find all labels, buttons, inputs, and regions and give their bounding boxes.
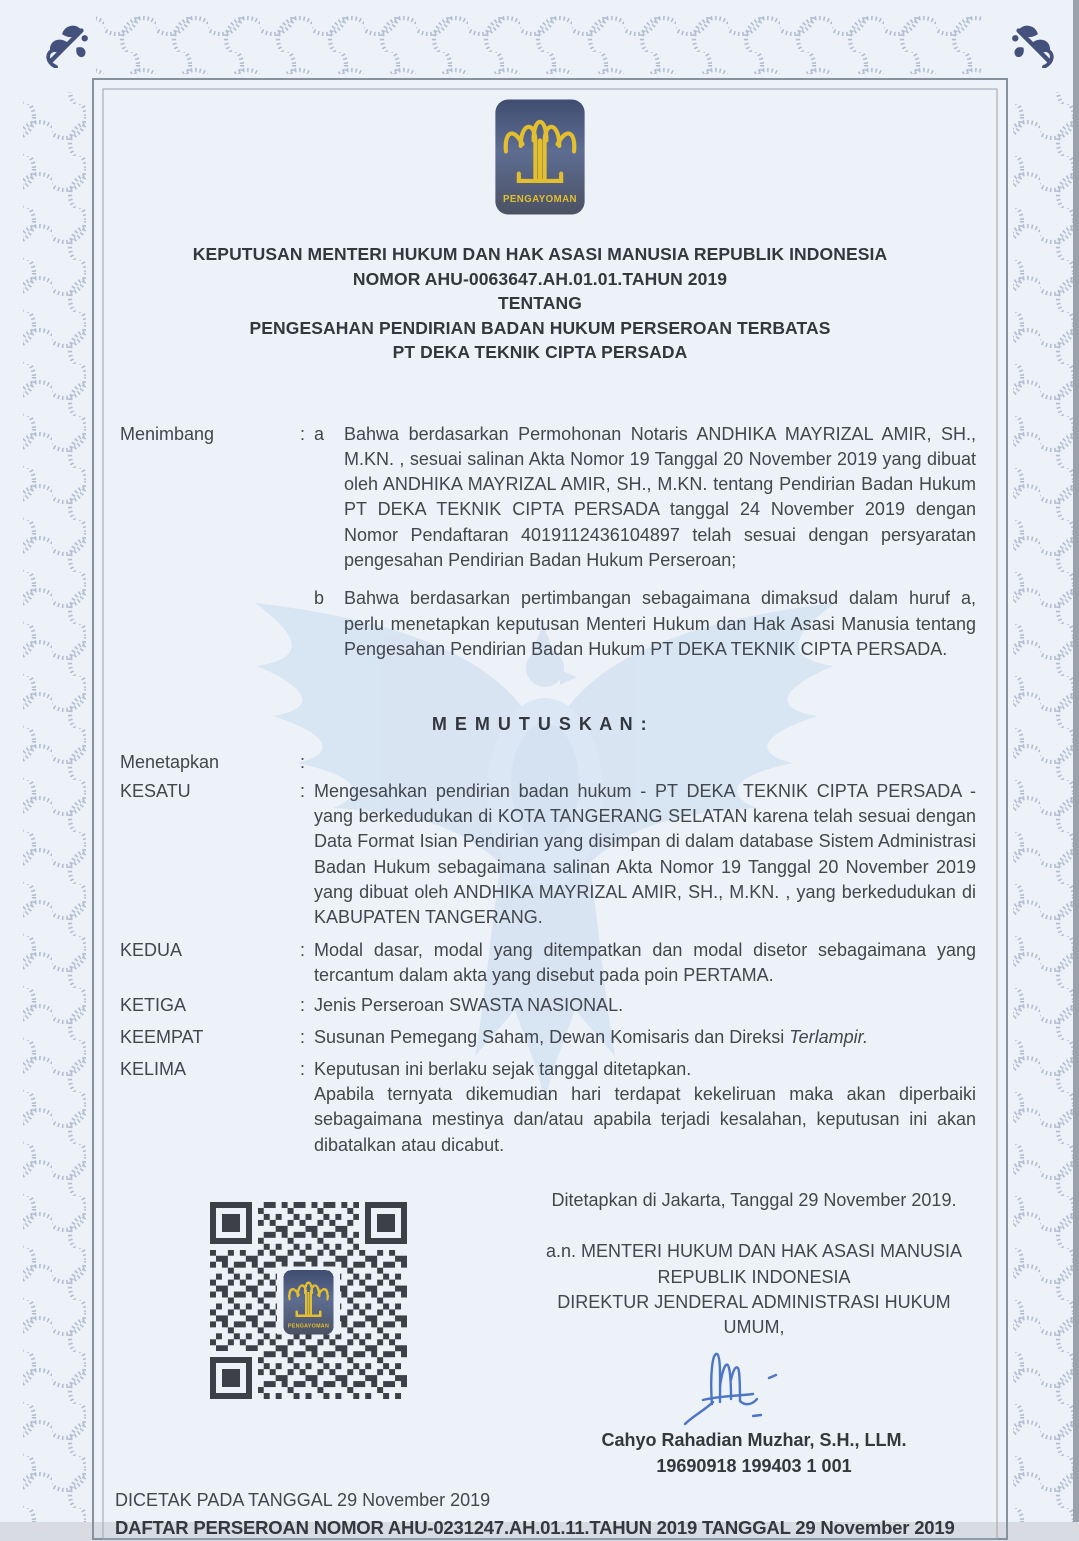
decision-label: KETIGA [120, 995, 187, 1016]
decision-text: Jenis Perseroan SWASTA NASIONAL. [314, 995, 624, 1016]
corner-fleuron-icon [1012, 24, 1056, 68]
colon: : [300, 752, 306, 773]
decision-text [314, 1057, 976, 1158]
signatory-title-block [544, 1239, 964, 1340]
decision-text: Modal dasar, modal yang ditempatkan dan modal disetor sebagaimana yang tercantum dalam akta yang disebut pada poin PERTAMA. [314, 939, 976, 985]
qr-code-image [210, 1202, 407, 1399]
item-marker-a: a [314, 423, 325, 444]
company-register-line: DAFTAR PERSEROAN NOMOR AHU-0231247.AH.01.11.TAHUN 2019 TANGGAL 29 November 2019 [115, 1517, 955, 1538]
kelima-line-1: Keputusan ini berlaku sejak tanggal ditetapkan. [314, 1058, 692, 1079]
decision-row-menetapkan [104, 750, 976, 775]
decision-label: KEDUA [120, 939, 183, 960]
printed-date-line: DICETAK PADA TANGGAL 29 November 2019 [115, 1490, 491, 1510]
closing-block [544, 1188, 964, 1479]
decision-row-kedua [104, 938, 976, 989]
pengayoman-emblem-icon [494, 98, 586, 216]
qr-center-emblem-icon [284, 1270, 334, 1334]
decision-text-italic: Terlampir. [789, 1027, 868, 1048]
decision-label: KELIMA [120, 1058, 187, 1079]
menimbang-item-a [104, 422, 976, 574]
title-line-subject: PENGESAHAN PENDIRIAN BADAN HUKUM PERSEROAN TERBATAS [249, 317, 831, 338]
decision-label: Menetapkan [120, 752, 220, 773]
menimbang-text-b: Bahwa berdasarkan pertimbangan sebagaimana dimaksud dalam huruf a, perlu menetapkan keputusan Menteri Hukum dan Hak Asasi Manusia tentang Pengesahan Pendirian Badan Hukum PT DEKA TEKNIK CIPTA PERSADA. [344, 588, 976, 659]
decree-title [104, 242, 976, 365]
place-date-line: Ditetapkan di Jakarta, Tanggal 29 November 2019. [551, 1189, 957, 1210]
handwritten-signature [679, 1344, 829, 1428]
decision-text [314, 1025, 976, 1050]
title-line-1: KEPUTUSAN MENTERI HUKUM DAN HAK ASASI MANUSIA REPUBLIK INDONESIA [192, 244, 888, 264]
decision-text: Mengesahkan pendirian badan hukum - PT DEKA TEKNIK CIPTA PERSADA - yang berkedudukan di KOTA TANGERANG SELATAN karena telah sesuai dengan Data Format Isian Pendirian yang disimpan di dalam database Sistem Administrasi Badan Hukum sebagaimana salinan Akta Nomor 19 Tanggal 20 November 2019 yang dibuat oleh ANDHIKA MAYRIZAL AMIR, SH., M.KN. , yang berkedudukan di KABUPATEN TANGERANG. [314, 780, 976, 928]
footer-block [115, 1487, 976, 1541]
menimbang-section [104, 422, 976, 663]
scan-edge-shadow [1073, 0, 1079, 1522]
colon: : [300, 1058, 306, 1079]
on-behalf-line: a.n. MENTERI HUKUM DAN HAK ASASI MANUSIA [545, 1241, 963, 1262]
verification-qr-code [210, 1202, 407, 1404]
decision-label: KESATU [120, 780, 191, 801]
title-line-tentang: TENTANG [498, 293, 582, 313]
menimbang-label: Menimbang [120, 423, 215, 444]
republic-line: REPUBLIK INDONESIA [657, 1266, 851, 1287]
menimbang-text-a: Bahwa berdasarkan Permohonan Notaris ANDHIKA MAYRIZAL AMIR, SH., M.KN. , sesuai salinan Akta Nomor 19 Tanggal 20 November 2019 yang dibuat oleh ANDHIKA MAYRIZAL AMIR, SH., M.KN. tentang Pendirian Badan Hukum PT DEKA TEKNIK CIPTA PERSADA tanggal 24 November 2019 dengan Nomor Pendaftaran 4019112436104897 telah sesuai dengan persyaratan pengesahan Pendirian Badan Hukum Perseroan; [344, 423, 976, 570]
director-line: DIREKTUR JENDERAL ADMINISTRASI HUKUM UMUM, [557, 1291, 951, 1338]
colon: : [300, 939, 306, 960]
decision-label: KEEMPAT [120, 1027, 204, 1048]
kelima-line-2: Apabila ternyata dikemudian hari terdapat kekeliruan maka akan diperbaiki sebagaimana mestinya dan/atau apabila terjadi kesalahan, keputusan ini akan dibatalkan atau dicabut. [314, 1084, 976, 1155]
colon: : [300, 995, 306, 1016]
corner-fleuron-icon [44, 24, 88, 68]
colon: : [300, 1027, 306, 1048]
signer-nip: 19690918 199403 1 001 [656, 1455, 852, 1476]
decision-row-ketiga [104, 993, 976, 1018]
decision-text-regular: Susunan Pemegang Saham, Dewan Komisaris dan Direksi [314, 1027, 790, 1048]
signer-name: Cahyo Rahadian Muzhar, S.H., LLM. [601, 1430, 907, 1451]
decision-row-kesatu [104, 779, 976, 931]
ministry-logo [494, 98, 586, 216]
colon: : [300, 423, 306, 444]
colon: : [300, 780, 306, 801]
decision-row-keempat [104, 1025, 976, 1050]
memutuskan-heading: M E M U T U S K A N : [431, 714, 649, 735]
decision-row-kelima [104, 1057, 976, 1158]
decree-number: NOMOR AHU-0063647.AH.01.01.TAHUN 2019 [352, 268, 728, 289]
item-marker-b: b [314, 588, 325, 609]
company-name: PT DEKA TEKNIK CIPTA PERSADA [392, 342, 688, 362]
menimbang-item-b [104, 586, 976, 662]
